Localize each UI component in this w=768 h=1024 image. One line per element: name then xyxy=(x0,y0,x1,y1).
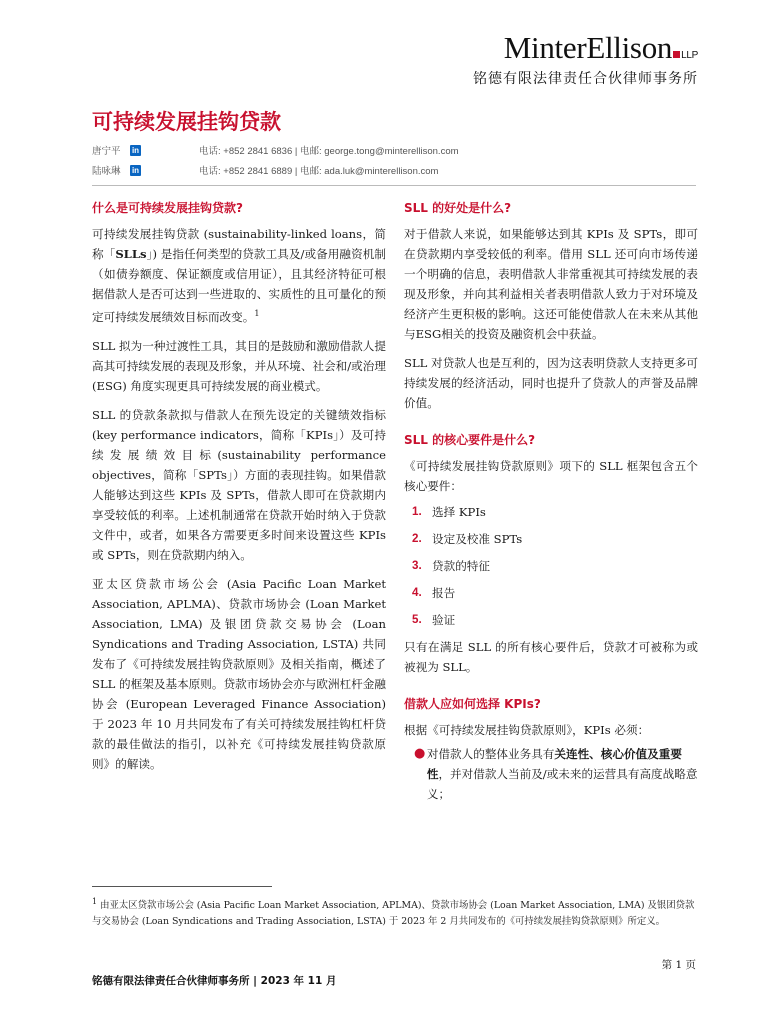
logo-llp: LLP xyxy=(681,50,698,61)
section-heading: SLL 的核心要件是什么? xyxy=(404,433,536,447)
list-text: 贷款的特征 xyxy=(432,558,490,573)
list-item xyxy=(404,744,698,804)
paragraph: 只有在满足 SLL 的所有核心要件后，贷款才可被称为或被视为 SLL。 xyxy=(404,640,698,674)
page-number: 第 1 页 xyxy=(661,959,696,971)
list-item xyxy=(404,579,698,606)
logo-chinese-name: 铭德有限法律责任合伙律师事务所 xyxy=(473,71,698,87)
section-heading: 借款人应如何选择 KPIs? xyxy=(404,697,541,711)
list-number: 5. xyxy=(412,613,422,626)
paragraph: 对于借款人来说，如果能够达到其 KPIs 及 SPTs，即可在贷款期内享受较低的利率。借用 SLL 还可向市场传递一个明确的信息，表明借款人非常重视其可持续发展的表现及形象，并向其利益相关者表明借款人致力于对环境及经济产生更积极的影响。这还可能使借款人在未来从其他与ESG相关的投资及融资机会中获益。 xyxy=(404,227,698,341)
list-item xyxy=(404,525,698,552)
paragraph: SLL 对贷款人也是互利的，因为这表明贷款人支持更多可持续发展的经济活动，同时也提升了贷款人的声誉及品牌价值。 xyxy=(404,356,698,410)
section-heading: SLL 的好处是什么? xyxy=(404,201,512,215)
list-number: 2. xyxy=(412,532,422,545)
paragraph: 《可持续发展挂钩贷款原则》项下的 SLL 框架包含五个核心要件： xyxy=(404,459,698,493)
list-text: 设定及校准 SPTs xyxy=(432,531,523,546)
header-divider xyxy=(92,185,696,186)
footer-firm-date: 铭德有限法律责任合伙律师事务所 | 2023 年 11 月 xyxy=(92,975,337,987)
footnote-divider xyxy=(92,886,272,887)
logo-name: MinterEllison xyxy=(503,30,673,65)
document-title: 可持续发展挂钩贷款 xyxy=(92,110,281,134)
text-run: 可持续发展挂钩贷款 (sustainability-linked loans，简称「 xyxy=(92,227,386,261)
linkedin-icon[interactable]: in xyxy=(131,145,140,155)
right-column xyxy=(404,199,698,804)
list-number: 3. xyxy=(412,559,422,572)
paragraph: 亚太区贷款市场公会 (Asia Pacific Loan Market Association, APLMA)、贷款市场协会 (Loan Market Association, LMA) 及银团贷款交易协会 (Loan Syndications and Trading Association, LSTA) 共同发布了《可持续发展挂钩贷款原则》及相关指南，概述了 SLL 的框架及基本原则。贷款市场协会亦与欧洲杠杆金融协会 (European Leveraged Finance Association) 于 2023 年 10 月共同发布了有关可持续发展挂钩杠杆贷款的最佳做法的指引，以补充《可持续发展挂钩贷款原则》的解读。 xyxy=(92,576,386,771)
list-item xyxy=(404,552,698,579)
footnote-text: 由亚太区贷款市场公会 (Asia Pacific Loan Market Association, APLMA)、贷款市场协会 (Loan Market Association, LMA) 及银团贷款与交易协会 (Loan Syndications and Trading Association, LSTA) 于 2023 年 2 月共同发布的《可持续发展挂钩贷款原则》所定义。 xyxy=(92,900,695,928)
list-number: 1. xyxy=(412,505,422,518)
list-number: 4. xyxy=(412,586,422,599)
list-item xyxy=(404,498,698,525)
list-text: 选择 KPIs xyxy=(432,504,486,519)
list-text: 对借款人的整体业务具有关连性、核心价值及重要性，并对借款人当前及/或未来的运营具有高度战略意义； xyxy=(426,747,698,801)
bold-term: SLLs xyxy=(115,247,147,261)
linkedin-icon[interactable]: in xyxy=(131,165,140,175)
contact-name: 陆咏琳 xyxy=(92,166,121,177)
paragraph xyxy=(92,224,386,327)
contact-name: 唐宁平 xyxy=(92,146,121,157)
core-elements-list xyxy=(404,498,698,633)
footnote xyxy=(92,894,696,930)
list-item xyxy=(404,606,698,633)
contact-row xyxy=(92,143,459,157)
section-heading: 什么是可持续发展挂钩贷款? xyxy=(92,201,243,215)
contact-row xyxy=(92,163,438,177)
contact-details: 电话: +852 2841 6836 | 电邮: george.tong@minterellison.com xyxy=(199,146,459,157)
text-run: 」) 是指任何类型的贷款工具及/或备用融资机制（如债券额度、保证额度或信用证），且其经济特征可根据借款人是否可达到一些进取的、实质性的且可量化的预定可持续发展绩效目标而改变。 xyxy=(92,247,386,324)
footnote-number: 1 xyxy=(92,897,98,906)
paragraph: SLL 拟为一种过渡性工具，其目的是鼓励和激励借款人提高其可持续发展的表现及形象，并从环境、社会和/或治理(ESG) 角度实现更具可持续发展的商业模式。 xyxy=(92,338,386,393)
paragraph: SLL 的贷款条款拟与借款人在预先设定的关键绩效指标 (key performance indicators，简称「KPIs」）及可持续发展绩效目标(sustainability performance objectives，简称「SPTs」）方面的表现挂钩。如果借款人能够达到这些 KPIs 及 SPTs，借款人即可在贷款期内享受较低的利率。上述机制通常在贷款开始时纳入于贷款文件中，或者，如果各方需要更多时间来设置这些 KPIs 或 SPTs，则在贷款期内纳入。 xyxy=(92,407,386,562)
paragraph: 根据《可持续发展挂钩贷款原则》，KPIs 必须： xyxy=(404,723,650,737)
kpi-criteria-list xyxy=(404,744,698,804)
firm-logo xyxy=(473,30,698,88)
list-text: 报告 xyxy=(432,585,456,600)
bold-term: 关连性、核心价值及重要性 xyxy=(426,747,682,781)
bullet-icon: ● xyxy=(414,746,426,761)
left-column xyxy=(92,199,386,783)
contact-details: 电话: +852 2841 6889 | 电邮: ada.luk@minterellison.com xyxy=(199,166,439,177)
footnote-ref[interactable]: 1 xyxy=(254,309,260,318)
logo-dot xyxy=(673,51,680,58)
list-text: 验证 xyxy=(432,612,456,627)
